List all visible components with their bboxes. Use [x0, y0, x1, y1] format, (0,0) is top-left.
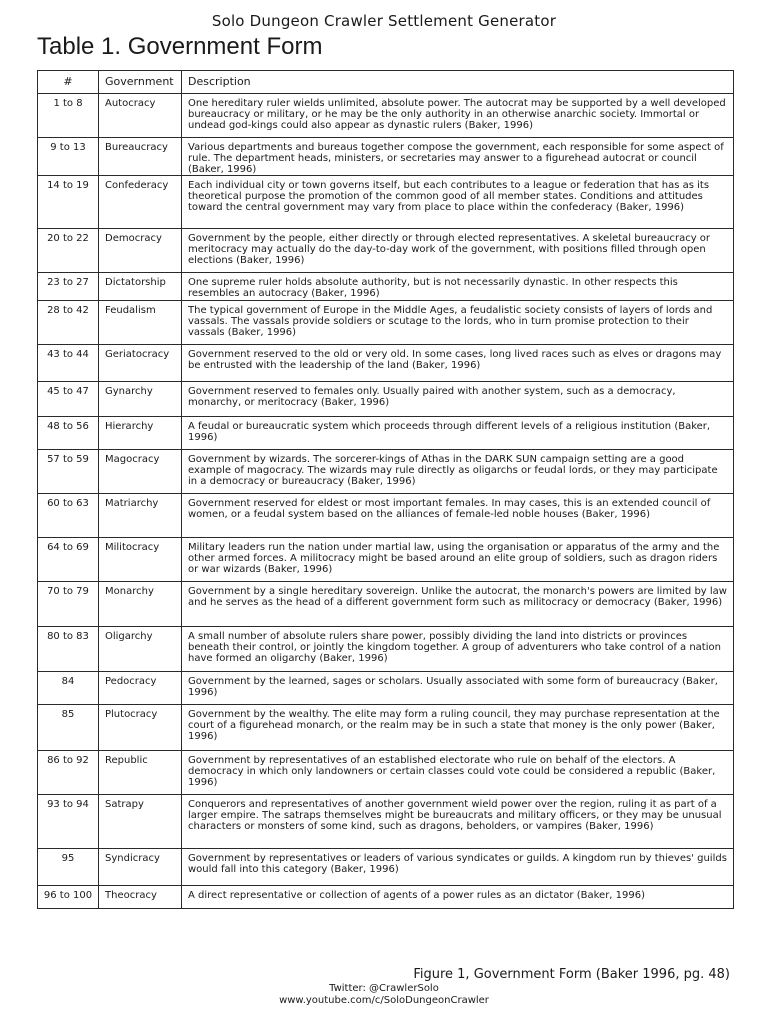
table-title: Table 1. Government Form	[37, 33, 323, 60]
row-range: 57 to 59	[38, 449, 99, 493]
row-range: 48 to 56	[38, 416, 99, 449]
column-header-government: Government	[99, 71, 182, 94]
row-government: Oligarchy	[99, 626, 182, 671]
table-row	[38, 848, 734, 885]
footer-youtube: www.youtube.com/c/SoloDungeonCrawler	[279, 995, 489, 1006]
row-range: 64 to 69	[38, 537, 99, 581]
table-row	[38, 176, 734, 229]
row-range: 43 to 44	[38, 344, 99, 381]
footer-twitter: Twitter: @CrawlerSolo	[329, 983, 439, 994]
row-government: Geriatocracy	[99, 344, 182, 381]
row-government: Feudalism	[99, 300, 182, 344]
row-government: Bureaucracy	[99, 138, 182, 176]
table-row	[38, 671, 734, 704]
row-range: 28 to 42	[38, 300, 99, 344]
table-row	[38, 537, 734, 581]
row-range: 93 to 94	[38, 794, 99, 848]
row-government: Democracy	[99, 229, 182, 273]
government-form-table	[37, 70, 734, 909]
figure-caption: Figure 1, Government Form (Baker 1996, pg. 48)	[413, 967, 730, 982]
row-government: Confederacy	[99, 176, 182, 229]
row-range: 70 to 79	[38, 581, 99, 626]
row-description: Government by representatives of an established electorate who rule on behalf of the electors. A democracy in which only landowners or certain classes could vote could be considered a republic (Baker, 1996)	[182, 750, 734, 794]
row-government: Hierarchy	[99, 416, 182, 449]
row-government: Plutocracy	[99, 704, 182, 750]
row-description: Government by wizards. The sorcerer-kings of Athas in the DARK SUN campaign setting are a good example of magocracy. The wizards may rule directly as oligarchs or feudal lords, or they may participate in a democracy or bureaucracy (Baker, 1996)	[182, 449, 734, 493]
row-description: Government by representatives or leaders of various syndicates or guilds. A kingdom run by thieves' guilds would fall into this category (Baker, 1996)	[182, 848, 734, 885]
row-range: 96 to 100	[38, 885, 99, 908]
row-description: Government reserved for eldest or most important females. In may cases, this is an extended council of women, or a feudal system based on the alliances of female-led noble houses (Baker, 1996)	[182, 493, 734, 537]
table-row	[38, 300, 734, 344]
row-range: 9 to 13	[38, 138, 99, 176]
row-range: 95	[38, 848, 99, 885]
row-government: Monarchy	[99, 581, 182, 626]
row-description: Military leaders run the nation under martial law, using the organisation or apparatus of the army and the other armed forces. A militocracy might be based around an elite group of soldiers, such as dragon riders or war wizards (Baker, 1996)	[182, 537, 734, 581]
table-row	[38, 273, 734, 301]
row-range: 45 to 47	[38, 381, 99, 416]
row-government: Syndicracy	[99, 848, 182, 885]
row-government: Dictatorship	[99, 273, 182, 301]
table-row	[38, 704, 734, 750]
row-government: Pedocracy	[99, 671, 182, 704]
row-description: A feudal or bureaucratic system which proceeds through different levels of a religious institution (Baker, 1996)	[182, 416, 734, 449]
table-header-row	[38, 71, 734, 94]
table-row	[38, 449, 734, 493]
row-description: A direct representative or collection of agents of a power rules as an dictator (Baker, 1996)	[182, 885, 734, 908]
row-range: 80 to 83	[38, 626, 99, 671]
row-description: Government by the wealthy. The elite may form a ruling council, they may purchase representation at the court of a figurehead monarch, or the realm may be in such a state that money is the only power (Baker, 1996)	[182, 704, 734, 750]
document-header: Solo Dungeon Crawler Settlement Generator	[211, 12, 557, 30]
column-header-number: #	[38, 71, 99, 94]
row-government: Militocracy	[99, 537, 182, 581]
table-row	[38, 381, 734, 416]
row-description: Various departments and bureaus together compose the government, each responsible for some aspect of rule. The department heads, ministers, or secretaries may answer to a figurehead autocrat or council (Baker, 1996)	[182, 138, 734, 176]
row-description: One hereditary ruler wields unlimited, absolute power. The autocrat may be supported by a well developed bureaucracy or military, or he may be the only authority in an otherwise anarchic society. Immortal or undead god-kings could also appear as dynastic rulers (Baker, 1996)	[182, 94, 734, 138]
row-description: Each individual city or town governs itself, but each contributes to a league or federation that has as its theoretical purpose the promotion of the common good of all member states. Conditions and attitudes toward the central government may vary from place to place within the confederacy (Baker, 1996)	[182, 176, 734, 229]
row-description: Government reserved to the old or very old. In some cases, long lived races such as elves or dragons may be entrusted with the leadership of the land (Baker, 1996)	[182, 344, 734, 381]
row-government: Theocracy	[99, 885, 182, 908]
row-range: 84	[38, 671, 99, 704]
row-range: 60 to 63	[38, 493, 99, 537]
row-range: 85	[38, 704, 99, 750]
row-government: Satrapy	[99, 794, 182, 848]
table-row	[38, 94, 734, 138]
row-government: Matriarchy	[99, 493, 182, 537]
row-description: The typical government of Europe in the Middle Ages, a feudalistic society consists of layers of lords and vassals. The vassals provide soldiers or scutage to the lords, who in turn promise protection to their vassals (Baker, 1996)	[182, 300, 734, 344]
table-row	[38, 581, 734, 626]
row-description: A small number of absolute rulers share power, possibly dividing the land into districts or provinces beneath their control, or jointly the kingdom together. A group of adventurers who take control of a nation have formed an oligarchy (Baker, 1996)	[182, 626, 734, 671]
row-government: Magocracy	[99, 449, 182, 493]
table-row	[38, 794, 734, 848]
row-government: Gynarchy	[99, 381, 182, 416]
table-row	[38, 416, 734, 449]
table-row	[38, 344, 734, 381]
row-description: Government by a single hereditary sovereign. Unlike the autocrat, the monarch's powers are limited by law and he serves as the head of a different government form such as militocracy or democracy (Baker, 1996)	[182, 581, 734, 626]
table-row	[38, 626, 734, 671]
table-row	[38, 138, 734, 176]
row-government: Republic	[99, 750, 182, 794]
table-row	[38, 493, 734, 537]
row-description: Government reserved to females only. Usually paired with another system, such as a democracy, monarchy, or meritocracy (Baker, 1996)	[182, 381, 734, 416]
row-range: 23 to 27	[38, 273, 99, 301]
row-range: 1 to 8	[38, 94, 99, 138]
table-row	[38, 750, 734, 794]
column-header-description: Description	[182, 71, 734, 94]
table-row	[38, 229, 734, 273]
row-description: Government by the learned, sages or scholars. Usually associated with some form of bureaucracy (Baker, 1996)	[182, 671, 734, 704]
row-range: 20 to 22	[38, 229, 99, 273]
row-range: 14 to 19	[38, 176, 99, 229]
table-row	[38, 885, 734, 908]
row-range: 86 to 92	[38, 750, 99, 794]
row-description: Government by the people, either directly or through elected representatives. A skeletal bureaucracy or meritocracy may actually do the day-to-day work of the government, with positions filled through open elections (Baker, 1996)	[182, 229, 734, 273]
row-description: One supreme ruler holds absolute authority, but is not necessarily dynastic. In other respects this resembles an autocracy (Baker, 1996)	[182, 273, 734, 301]
row-government: Autocracy	[99, 94, 182, 138]
row-description: Conquerors and representatives of another government wield power over the region, ruling it as part of a larger empire. The satraps themselves might be bureaucrats and military officers, or they may be unusual characters or monsters of some kind, such as dragons, beholders, or vampires (Baker, 1996)	[182, 794, 734, 848]
